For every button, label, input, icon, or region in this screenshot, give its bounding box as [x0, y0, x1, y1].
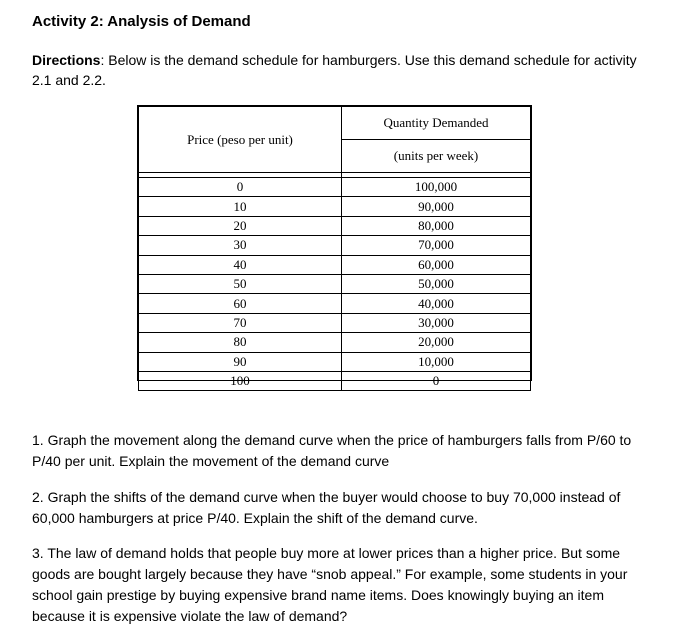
quantity-header-line2: (units per week) — [342, 140, 531, 173]
directions-text: : Below is the demand schedule for hamburgers. Use this demand schedule for activity 2.1 and 2.2. — [32, 52, 637, 88]
price-cell: 80 — [139, 333, 342, 352]
price-cell: 0 — [139, 178, 342, 197]
table-row — [139, 178, 531, 197]
price-cell: 50 — [139, 274, 342, 293]
quantity-cell: 20,000 — [342, 333, 531, 352]
quantity-cell: 100,000 — [342, 178, 531, 197]
quantity-cell: 0 — [342, 371, 531, 390]
price-cell: 20 — [139, 216, 342, 235]
activity-title: Activity 2: Analysis of Demand — [32, 13, 251, 30]
table-row — [139, 197, 531, 216]
table-row — [139, 274, 531, 293]
table-row — [139, 216, 531, 235]
directions-label: Directions — [32, 52, 101, 68]
quantity-header-line1: Quantity Demanded — [342, 107, 531, 140]
quantity-cell: 80,000 — [342, 216, 531, 235]
demand-schedule-table — [137, 105, 532, 389]
quantity-cell: 50,000 — [342, 274, 531, 293]
directions-paragraph — [32, 50, 657, 90]
quantity-cell: 90,000 — [342, 197, 531, 216]
quantity-cell: 10,000 — [342, 352, 531, 371]
question-1: 1. Graph the movement along the demand curve when the price of hamburgers falls from P/60 to P/40 per unit. Explain the movement of the demand curve — [32, 432, 632, 469]
table-row — [139, 236, 531, 255]
table-row — [139, 352, 531, 371]
quantity-cell: 60,000 — [342, 255, 531, 274]
price-cell: 30 — [139, 236, 342, 255]
price-cell: 10 — [139, 197, 342, 216]
quantity-cell: 70,000 — [342, 236, 531, 255]
quantity-cell: 30,000 — [342, 313, 531, 332]
table-row — [139, 294, 531, 313]
price-cell: 60 — [139, 294, 342, 313]
price-column-header: Price (peso per unit) — [139, 107, 342, 173]
price-cell: 40 — [139, 255, 342, 274]
price-cell: 70 — [139, 313, 342, 332]
table-row — [139, 333, 531, 352]
price-cell: 90 — [139, 352, 342, 371]
question-2: 2. Graph the shifts of the demand curve when the buyer would choose to buy 70,000 instead of 60,000 hamburgers at price P/40. Explain the shift of the demand curve. — [32, 489, 621, 526]
table-row — [139, 371, 531, 390]
table-row — [139, 255, 531, 274]
quantity-cell: 40,000 — [342, 294, 531, 313]
question-3: 3. The law of demand holds that people buy more at lower prices than a higher price. But some goods are bought largely because they have “snob appeal.” For example, some students in your school gain prestige by buying expensive brand name items. Does knowingly buying an item because it is expensive violate the law of demand? — [32, 545, 628, 624]
price-cell: 100 — [139, 371, 342, 390]
table-row — [139, 313, 531, 332]
